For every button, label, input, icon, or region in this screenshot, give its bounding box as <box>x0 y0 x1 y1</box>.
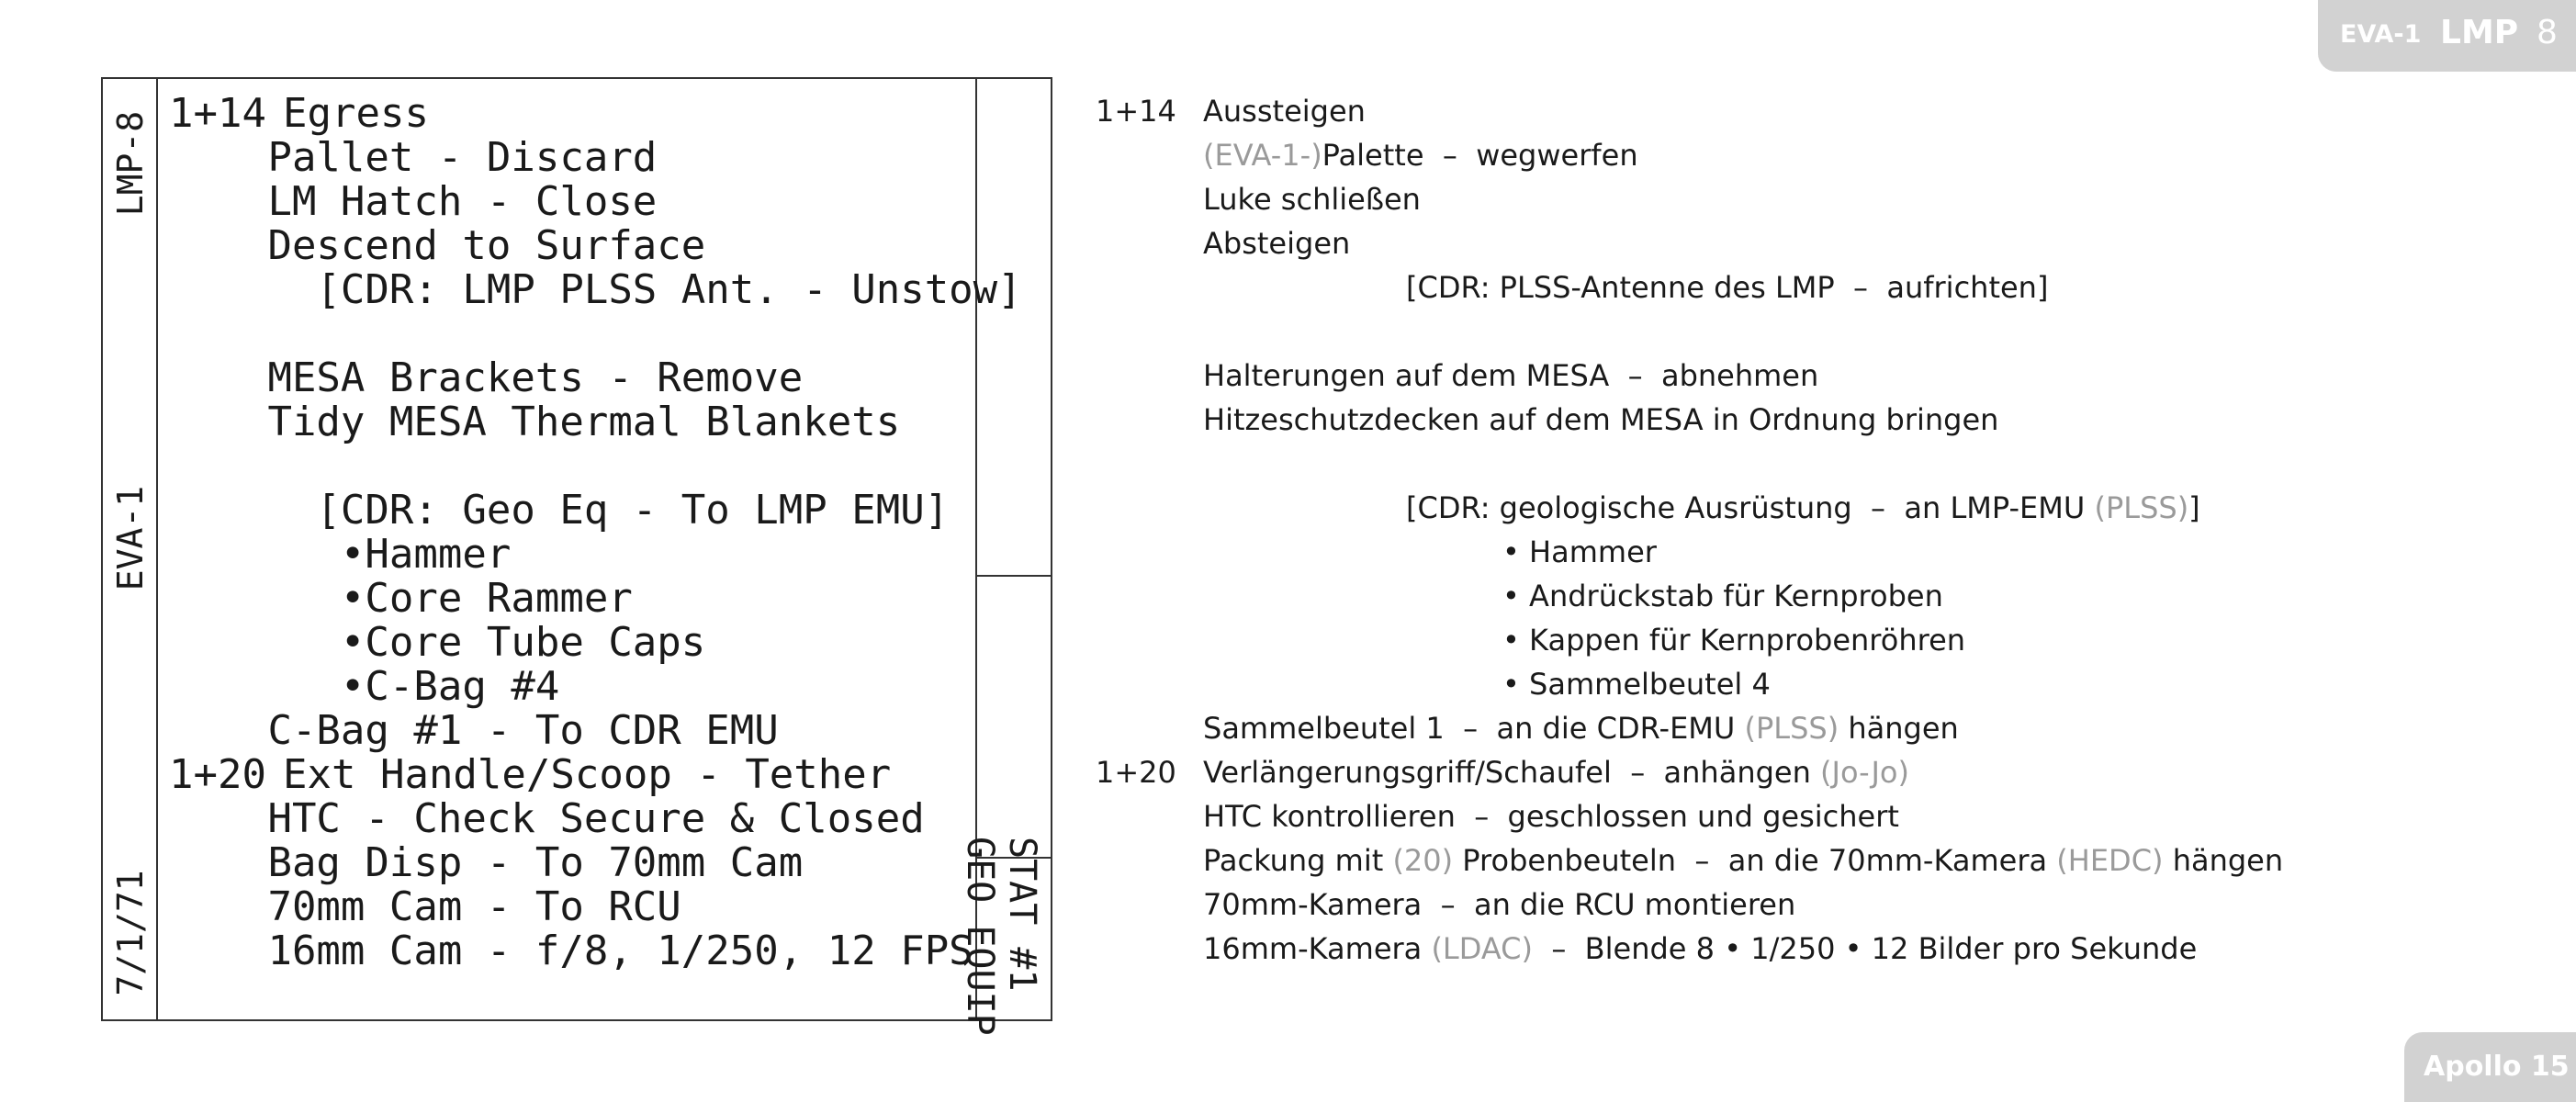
translation-line <box>1203 711 1959 746</box>
mission-name: Apollo 15 <box>2424 1051 2570 1083</box>
translation-bullet: • Hammer <box>1502 534 1657 569</box>
checklist-text: HTC - Check Secure & Closed <box>146 795 925 842</box>
translation-line: Hitzeschutzdecken auf dem MESA in Ordnung bringen <box>1203 402 1999 437</box>
translation-time-1: 1+14 <box>1096 94 1176 129</box>
checklist-text: •Hammer <box>146 531 512 578</box>
translation-line <box>1203 138 1638 173</box>
checklist-line <box>146 134 658 181</box>
translation-line: Absteigen <box>1203 226 1351 261</box>
translation-line: 70mm-Kamera – an die RCU montieren <box>1203 887 1796 922</box>
checklist-line <box>146 795 925 842</box>
checklist-line <box>169 90 429 137</box>
translation-text: [CDR: geologische Ausrüstung – an LMP-EMU <box>1406 490 2095 525</box>
checklist-card <box>101 77 1052 1036</box>
checklist-line <box>146 399 901 445</box>
checklist-text: Egress <box>283 90 429 137</box>
translation-bullet: • Andrückstab für Kernproben <box>1502 579 1943 613</box>
checklist-line <box>146 839 804 886</box>
checklist-line <box>146 354 804 401</box>
checklist-text: [CDR: Geo Eq - To LMP EMU] <box>146 487 950 534</box>
checklist-line <box>146 663 560 710</box>
station-label-2: GEO EQUIP <box>959 837 1001 1036</box>
station-box-label <box>959 837 1043 1036</box>
card-date-label: 7/1/71 <box>110 870 151 996</box>
checklist-text: Descend to Surface <box>146 222 706 269</box>
page-header-tab <box>2318 0 2576 72</box>
checklist-text: •C-Bag #4 <box>146 663 560 710</box>
checklist-line <box>146 883 681 930</box>
translation-line: Aussteigen <box>1203 94 1366 129</box>
translation-annotation: (20) <box>1392 843 1454 878</box>
translation-annotation: (HEDC) <box>2056 843 2164 878</box>
translation-text: hängen <box>2163 843 2284 878</box>
translation-time-2: 1+20 <box>1096 755 1176 790</box>
checklist-text: Pallet - Discard <box>146 134 658 181</box>
translation-text: ] <box>2188 490 2200 525</box>
checklist-text: 70mm Cam - To RCU <box>146 883 681 930</box>
translation-line: Halterungen auf dem MESA – abnehmen <box>1203 358 1819 393</box>
translation-bullet: • Kappen für Kernprobenröhren <box>1502 623 1966 658</box>
station-label-1: STAT #1 <box>1001 837 1043 992</box>
card-page-label: LMP-8 <box>110 110 151 217</box>
station-box-top <box>975 575 1052 577</box>
translation-annotation: (EVA-1-) <box>1203 138 1322 173</box>
header-eva-label: EVA-1 <box>2340 20 2422 49</box>
translation-text: Sammelbeutel 1 – an die CDR-EMU <box>1203 711 1745 746</box>
checklist-line <box>146 928 973 974</box>
checklist-text: Ext Handle/Scoop - Tether <box>283 751 892 798</box>
translation-line <box>1203 931 2197 966</box>
checklist-text: LM Hatch - Close <box>146 178 658 225</box>
translation-annotation: (PLSS) <box>2094 490 2189 525</box>
card-eva-label: EVA-1 <box>110 485 151 591</box>
translation-text: hängen <box>1839 711 1959 746</box>
translation-text: Packung mit <box>1203 843 1393 878</box>
translation-annotation: (Jo-Jo) <box>1820 755 1909 790</box>
checklist-text: [CDR: LMP PLSS Ant. - Unstow] <box>146 266 1022 313</box>
checklist-text: C-Bag #1 - To CDR EMU <box>146 707 779 754</box>
translation-line <box>1203 843 2283 878</box>
checklist-line <box>146 487 950 534</box>
translation-text: Probenbeuteln – an die 70mm-Kamera <box>1453 843 2057 878</box>
translation-text: – Blende 8 • 1/250 • 12 Bilder pro Sekunde <box>1532 931 2198 966</box>
checklist-time: 1+20 <box>169 751 266 798</box>
translation-bullet: • Sammelbeutel 4 <box>1502 667 1771 702</box>
checklist-line <box>146 619 706 666</box>
checklist-text: •Core Tube Caps <box>146 619 706 666</box>
translation-annotation: (PLSS) <box>1744 711 1839 746</box>
checklist-text: MESA Brackets - Remove <box>146 354 804 401</box>
checklist-line <box>146 575 633 622</box>
checklist-text: 16mm Cam - f/8, 1/250, 12 FPS <box>146 928 973 974</box>
header-page-number: 8 <box>2537 14 2558 51</box>
header-crew-label: LMP <box>2440 14 2519 51</box>
checklist-line <box>146 178 658 225</box>
translation-line: HTC kontrollieren – geschlossen und gesichert <box>1203 799 1899 834</box>
checklist-text: Bag Disp - To 70mm Cam <box>146 839 804 886</box>
translation-text: 16mm-Kamera <box>1203 931 1432 966</box>
translation-line <box>1406 490 2200 525</box>
translation-line: [CDR: PLSS-Antenne des LMP – aufrichten] <box>1406 270 2049 305</box>
translation-text: Palette – wegwerfen <box>1322 138 1638 173</box>
checklist-text: •Core Rammer <box>146 575 633 622</box>
checklist-time: 1+14 <box>169 90 266 137</box>
checklist-line <box>146 222 706 269</box>
mission-footer-tab <box>2404 1032 2576 1102</box>
checklist-line <box>146 531 512 578</box>
translation-line: Luke schließen <box>1203 182 1421 217</box>
checklist-line <box>146 266 1022 313</box>
translation-line <box>1203 755 1909 790</box>
translation-text: Verlängerungsgriff/Schaufel – anhängen <box>1203 755 1821 790</box>
translation-annotation: (LDAC) <box>1431 931 1533 966</box>
checklist-text: Tidy MESA Thermal Blankets <box>146 399 901 445</box>
checklist-line <box>146 707 779 754</box>
checklist-line <box>169 751 891 798</box>
